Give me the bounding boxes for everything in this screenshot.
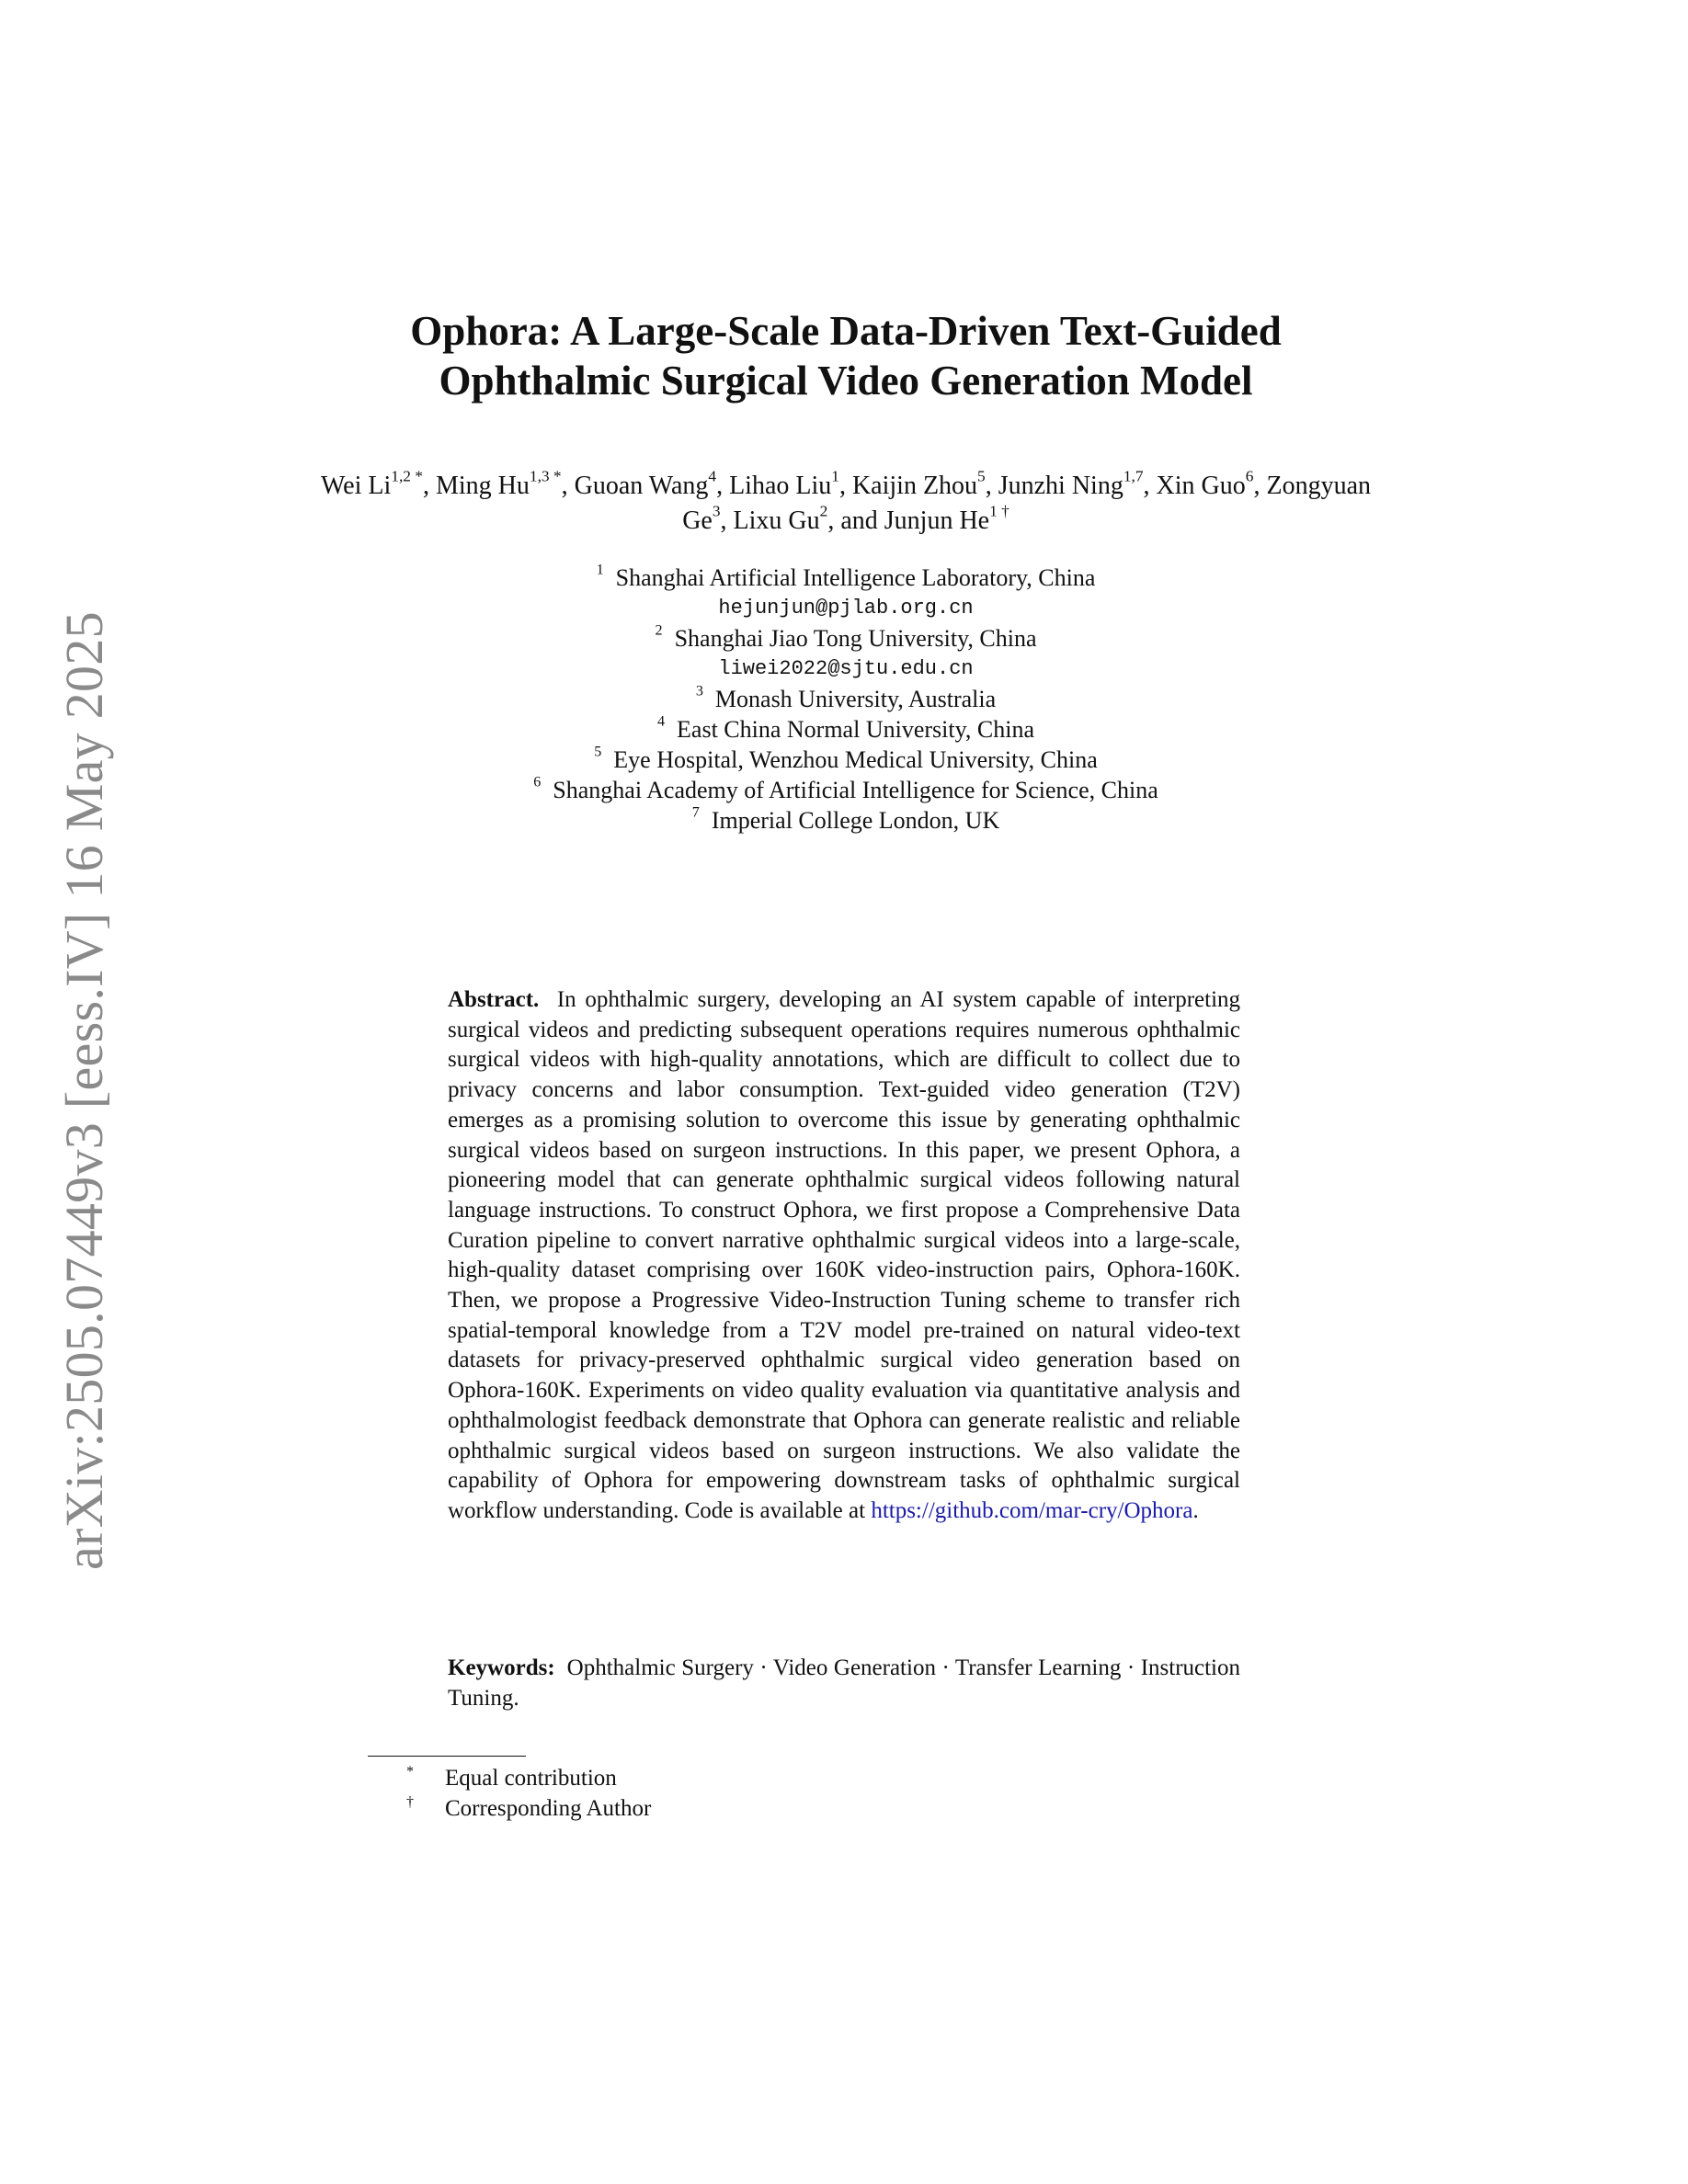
author: Xin Guo$^6$ (1156, 467, 1254, 500)
footnote: * Equal contribution (406, 1763, 1234, 1793)
footnote: † Corresponding Author (406, 1793, 1234, 1824)
author: Guoan Wang$^4$ (574, 467, 717, 500)
keywords-heading: Keywords: (448, 1655, 555, 1680)
author: Lihao Liu$^1$ (729, 467, 839, 500)
footnote-mark: † (406, 1794, 414, 1810)
email-address[interactable]: hejunjun@pjlab.org.cn (718, 597, 974, 620)
author: Ming $Hu^{1,3 *}$ (435, 467, 562, 500)
affiliation: $^5$ Eye Hospital, Wenzhou Medical University, China (594, 744, 1098, 773)
author: Junzhi Ning$^{1,7}$ (998, 467, 1144, 500)
affiliation: $^2$ Shanghai Jiao Tong University, China (655, 622, 1037, 652)
title-line-1: Ophora: A Large-Scale Data-Driven Text-Guided (410, 308, 1282, 354)
paper-title (322, 306, 1370, 405)
abstract-heading: Abstract. (448, 987, 540, 1012)
abstract: Abstract. In ophthalmic surgery, developing an AI system capable of interpreting surgical videos and predicting subsequent operations requires numerous ophthalmic surgical videos with high-quality annotations, which are difficult to collect due to privacy concerns and labor consumption. Text-guided video generation (T2V) emerges as a promising solution to overcome this issue by generating ophthalmic surgical videos based on surgeon instructions. In this paper, we present Ophora, a pioneering model that can generate ophthalmic surgical videos following natural language instructions. To construct Ophora, we first propose a Comprehensive Data Curation pipeline to convert narrative ophthalmic surgical videos into a large-scale, high-quality dataset comprising over 160K video-instruction pairs, Ophora-160K. Then, we propose a Progressive Video-Instruction Tuning scheme to transfer rich spatial-temporal knowledge from a T2V model pre-trained on natural video-text datasets for privacy-preserved ophthalmic surgical video generation based on Ophora-160K. Experiments on video quality evaluation via quantitative analysis and ophthalmologist feedback demonstrate that Ophora can generate realistic and reliable ophthalmic surgical videos based on surgeon instructions. We also validate the capability of Ophora for empowering downstream tasks of ophthalmic surgical workflow understanding. Code is available at https://github.com/mar-cry/Ophora. (448, 987, 1241, 1523)
affiliation: $^3$ Monash University, Australia (695, 683, 997, 712)
author: Junjun $He^{1 \dagger}$ (884, 502, 1009, 535)
affiliation: $^4$ East China Normal University, China (656, 713, 1035, 743)
author-list: Wei $Li^{1,2 *}$, Ming $Hu^{1,3 *}$, Guoan Wang$^4$, Lihao Liu$^1$, Kaijin Zhou$^5$, Junzhi Ning$^{1,7}$, Xin Guo$^6$, Zongyuan Ge$^3$, Lixu Gu$^2$, and Junjun $He^{1 \dagger}$ (320, 467, 1371, 535)
keywords-text: Ophthalmic Surgery · Video Generation · Transfer Learning · Instruction Tuning. (448, 1655, 1241, 1711)
email-address[interactable]: liwei2022@sjtu.edu.cn (718, 657, 974, 680)
affiliation: $^7$ Imperial College London, UK (691, 804, 1000, 834)
author: Lixu Gu$^2$ (733, 502, 828, 535)
code-repository-link[interactable]: https://github.com/mar-cry/Ophora (871, 1497, 1193, 1523)
author: Wei $Li^{1,2 *}$ (320, 467, 423, 500)
abstract-body: In ophthalmic surgery, developing an AI system capable of interpreting surgical videos and predicting subsequent operations requires numerous ophthalmic surgical videos with high-quality annotations, which are difficult to collect due to privacy concerns and labor consumption. Text-guided video generation (T2V) emerges as a promising solution to overcome this issue by generating ophthalmic surgical videos based on surgeon instructions. In this paper, we present Ophora, a pioneering model that can generate ophthalmic surgical videos following natural language instructions. To construct Ophora, we first propose a Comprehensive Data Curation pipeline to convert narrative ophthalmic surgical videos into a large-scale, high-quality dataset comprising over 160K video-instruction pairs, Ophora-160K. Then, we propose a Progressive Video-Instruction Tuning scheme to transfer rich spatial-temporal knowledge from a T2V model pre-trained on natural video-text datasets for privacy-preserved ophthalmic surgical video generation based on Ophora-160K. Experiments on video quality evaluation via quantitative analysis and ophthalmologist feedback demonstrate that Ophora can generate realistic and reliable ophthalmic surgical videos based on surgeon instructions. We also validate the capability of Ophora for empowering downstream tasks of ophthalmic surgical workflow understanding. Code is available at (448, 987, 1241, 1523)
affiliation: $^6$ Shanghai Academy of Artificial Intelligence for Science, China (533, 774, 1158, 803)
author: Zongyuan Ge$^3$ (682, 472, 1371, 535)
footnote-mark: * (406, 1764, 414, 1780)
arxiv-identifier-stamp: arXiv:2505.07449v3 [eess.IV] 16 May 2025 (54, 611, 114, 1570)
author: Kaijin Zhou$^5$ (851, 467, 986, 500)
title-line-2: Ophthalmic Surgical Video Generation Model (439, 358, 1253, 404)
affiliation-list (368, 563, 1324, 836)
footnotes (406, 1763, 1234, 1824)
affiliation: $^1$ Shanghai Artificial Intelligence Laboratory, China (596, 562, 1096, 591)
keywords (448, 1653, 1240, 1713)
footnote-divider (368, 1756, 526, 1757)
